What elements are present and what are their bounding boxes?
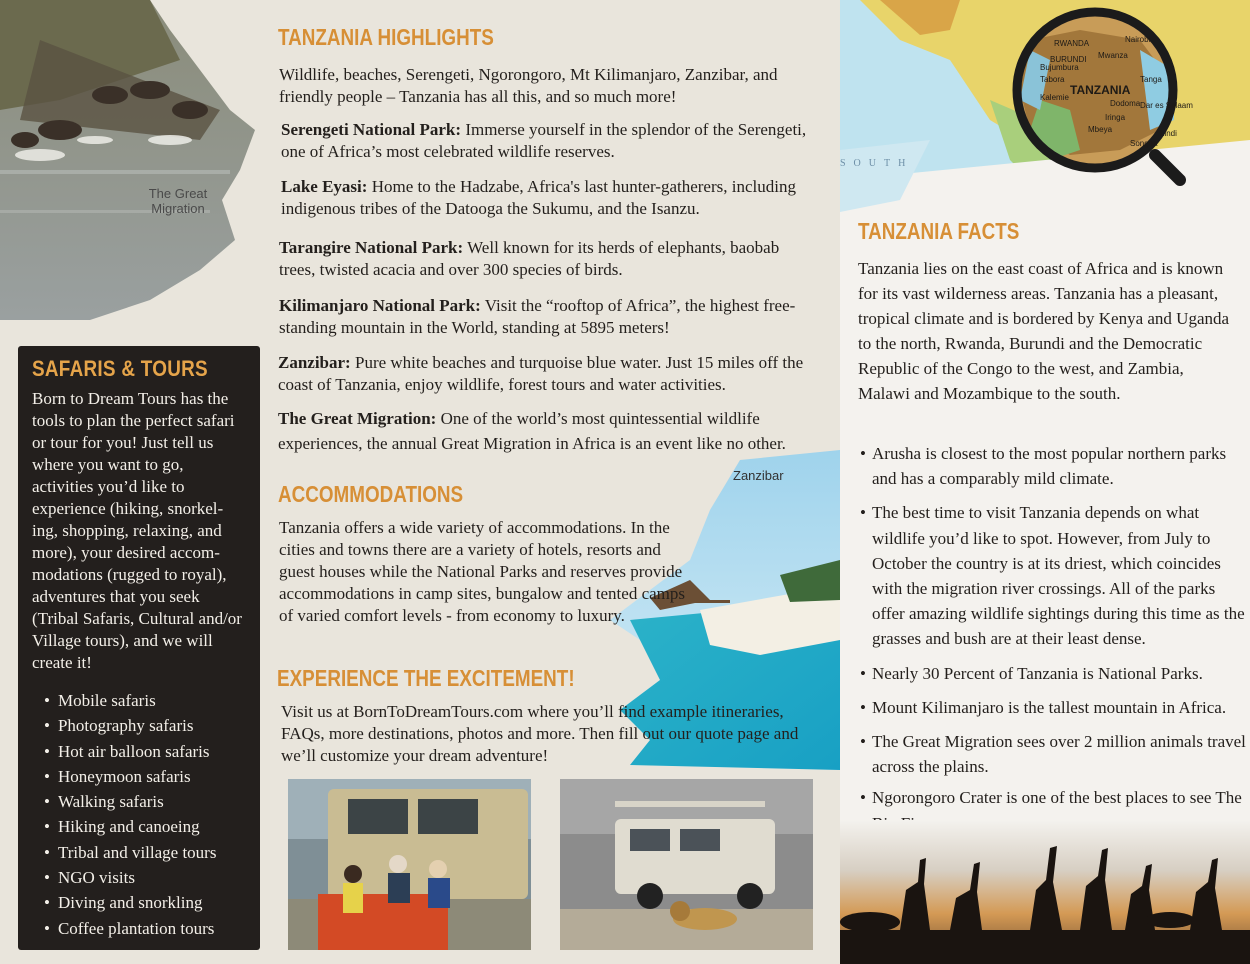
map-label: Dodoma bbox=[1110, 99, 1141, 108]
safaris-title: SAFARIS & TOURS bbox=[32, 356, 208, 381]
map-label: Nairobi bbox=[1125, 35, 1151, 44]
list-item: • Diving and snorkling bbox=[44, 890, 246, 915]
map-label: RWANDA bbox=[1054, 39, 1090, 48]
tanzania-map bbox=[840, 0, 1250, 212]
list-item: • The best time to visit Tanzania depends on what wildlife you’d like to spot. However, from July to October the country is at its driest, which coincides with the migration river crossings. All of the parks offer amazing wildlife sightings during this time as the grasses and bush are at their least dense. bbox=[858, 500, 1246, 651]
map-label: Tanga bbox=[1140, 75, 1162, 84]
map-label: Bujumbura bbox=[1040, 63, 1079, 72]
list-item: • Mount Kilimanjaro is the tallest mountain in Africa. bbox=[858, 695, 1246, 720]
list-item: • The Great Migration sees over 2 million animals travel across the plains. bbox=[858, 729, 1246, 779]
experience-title: EXPERIENCE THE EXCITEMENT! bbox=[277, 665, 575, 691]
map-label: Tabora bbox=[1040, 75, 1065, 84]
list-item: • Honeymoon safaris bbox=[44, 764, 246, 789]
map-label: Iringa bbox=[1105, 113, 1126, 122]
photo-caption: The Great Migration bbox=[148, 186, 208, 216]
safaris-tours-box bbox=[18, 346, 260, 950]
map-label: Dar es Salaam bbox=[1140, 101, 1193, 110]
list-item: • Hiking and canoeing bbox=[44, 814, 246, 839]
safari-jeep-group-photo bbox=[288, 779, 531, 950]
park-kilimanjaro: Kilimanjaro National Park: Visit the “rooftop of Africa”, the highest free-standing mountain in the World, standing at 5895 meters! bbox=[279, 296, 796, 337]
list-item: • Coffee plantation tours bbox=[44, 916, 246, 941]
facts-list bbox=[858, 441, 1246, 836]
list-item: • Tribal and village tours bbox=[44, 840, 246, 865]
map-label: Songea bbox=[1130, 139, 1158, 148]
map-label-south: SOUTH bbox=[840, 158, 914, 169]
park-lake-eyasi: Lake Eyasi: Home to the Hadzabe, Africa's last hunter-gatherers, including indigenous tribes of the Datooga the Sukumu, and the Isanzu. bbox=[281, 177, 796, 218]
map-label-tanzania: TANZANIA bbox=[1070, 83, 1131, 97]
safari-jeep-lion-photo bbox=[560, 779, 813, 950]
list-item: • NGO visits bbox=[44, 865, 246, 890]
list-item: • Walking safaris bbox=[44, 789, 246, 814]
right-panel bbox=[840, 0, 1250, 964]
experience-text: Visit us at BornToDreamTours.com where you’ll find example itineraries, FAQs, more destinations, photos and more. Then fill out our quote page and we’ll customize your dream adventure! bbox=[281, 702, 799, 765]
map-label: BURUNDI bbox=[1050, 55, 1087, 64]
map-label: Mbeya bbox=[1088, 125, 1113, 134]
safari-types-list bbox=[32, 688, 246, 941]
highlights-intro: Wildlife, beaches, Serengeti, Ngorongoro, Mt Kilimanjaro, Zanzibar, and friendly people – Tanzania has all this, and so much more! bbox=[279, 65, 778, 106]
map-label: Mwanza bbox=[1098, 51, 1128, 60]
facts-intro: Tanzania lies on the east coast of Africa and is known for its vast wilderness areas. Tanzania has a pleasant, tropical climate and is bordered by Kenya and Uganda to the north, Rwanda, Burundi and the Democratic Republic of the Congo to the west, and Zambia, Malawi and Mozambique to the south. bbox=[858, 259, 1230, 403]
list-item: • Nearly 30 Percent of Tanzania is National Parks. bbox=[858, 661, 1246, 686]
list-item: • Ngorongoro Crater is one of the best places to see The bbox=[858, 785, 1246, 835]
park-tarangire: Tarangire National Park: Well known for its herds of elephants, baobab trees, twisted acacia and over 300 species of birds. bbox=[279, 238, 780, 279]
list-item: • Mobile safaris bbox=[44, 688, 246, 713]
giraffe-sunset-photo bbox=[840, 820, 1250, 964]
map-label: Lindi bbox=[1160, 129, 1177, 138]
zanzibar-caption: Zanzibar bbox=[733, 468, 784, 483]
safaris-intro: Born to Dream Tours has the tools to plan the perfect safari or tour for you! Just tell us where you want to go, activities you’d like to experience (hiking, snorkel-ing, shopping, relaxing, and more), your desired accom-modations (rugged to royal), adventures that you seek (Tribal Safaris, Cultural and/or Village tours), and we will create it! bbox=[32, 389, 242, 672]
map-label: Kalemie bbox=[1040, 93, 1069, 102]
park-serengeti: Serengeti National Park: Immerse yourself in the splendor of the Serengeti, one of Africa’s most celebrated wildlife reserves. bbox=[281, 120, 807, 161]
park-zanzibar: Zanzibar: Pure white beaches and turquoise blue water. Just 15 miles off the coast of Tanzania, enjoy wildlife, forest tours and water activities. bbox=[278, 353, 804, 394]
list-item: • Hot air balloon safaris bbox=[44, 739, 246, 764]
park-great-migration: The Great Migration: One of the world’s most quintessential wildlife experiences, the annual Great Migration in Africa is an event like no other. bbox=[278, 409, 786, 453]
great-migration-photo bbox=[0, 0, 255, 320]
accommodations-title: ACCOMMODATIONS bbox=[278, 481, 464, 507]
facts-title: TANZANIA FACTS bbox=[858, 218, 1020, 244]
list-item: • Arusha is closest to the most popular northern parks and has a comparably mild climate. bbox=[858, 441, 1246, 491]
accommodations-text: Tanzania offers a wide variety of accommodations. In the cities and towns there are a variety of hotels, resorts and guest houses while the National Parks and reserves provide accommodations in camp sites, bungalow and tented camps of varied comfort levels - from economy to luxury. bbox=[279, 518, 686, 625]
list-item: • Photography safaris bbox=[44, 713, 246, 738]
highlights-title: TANZANIA HIGHLIGHTS bbox=[278, 24, 494, 50]
left-panel bbox=[0, 0, 262, 964]
